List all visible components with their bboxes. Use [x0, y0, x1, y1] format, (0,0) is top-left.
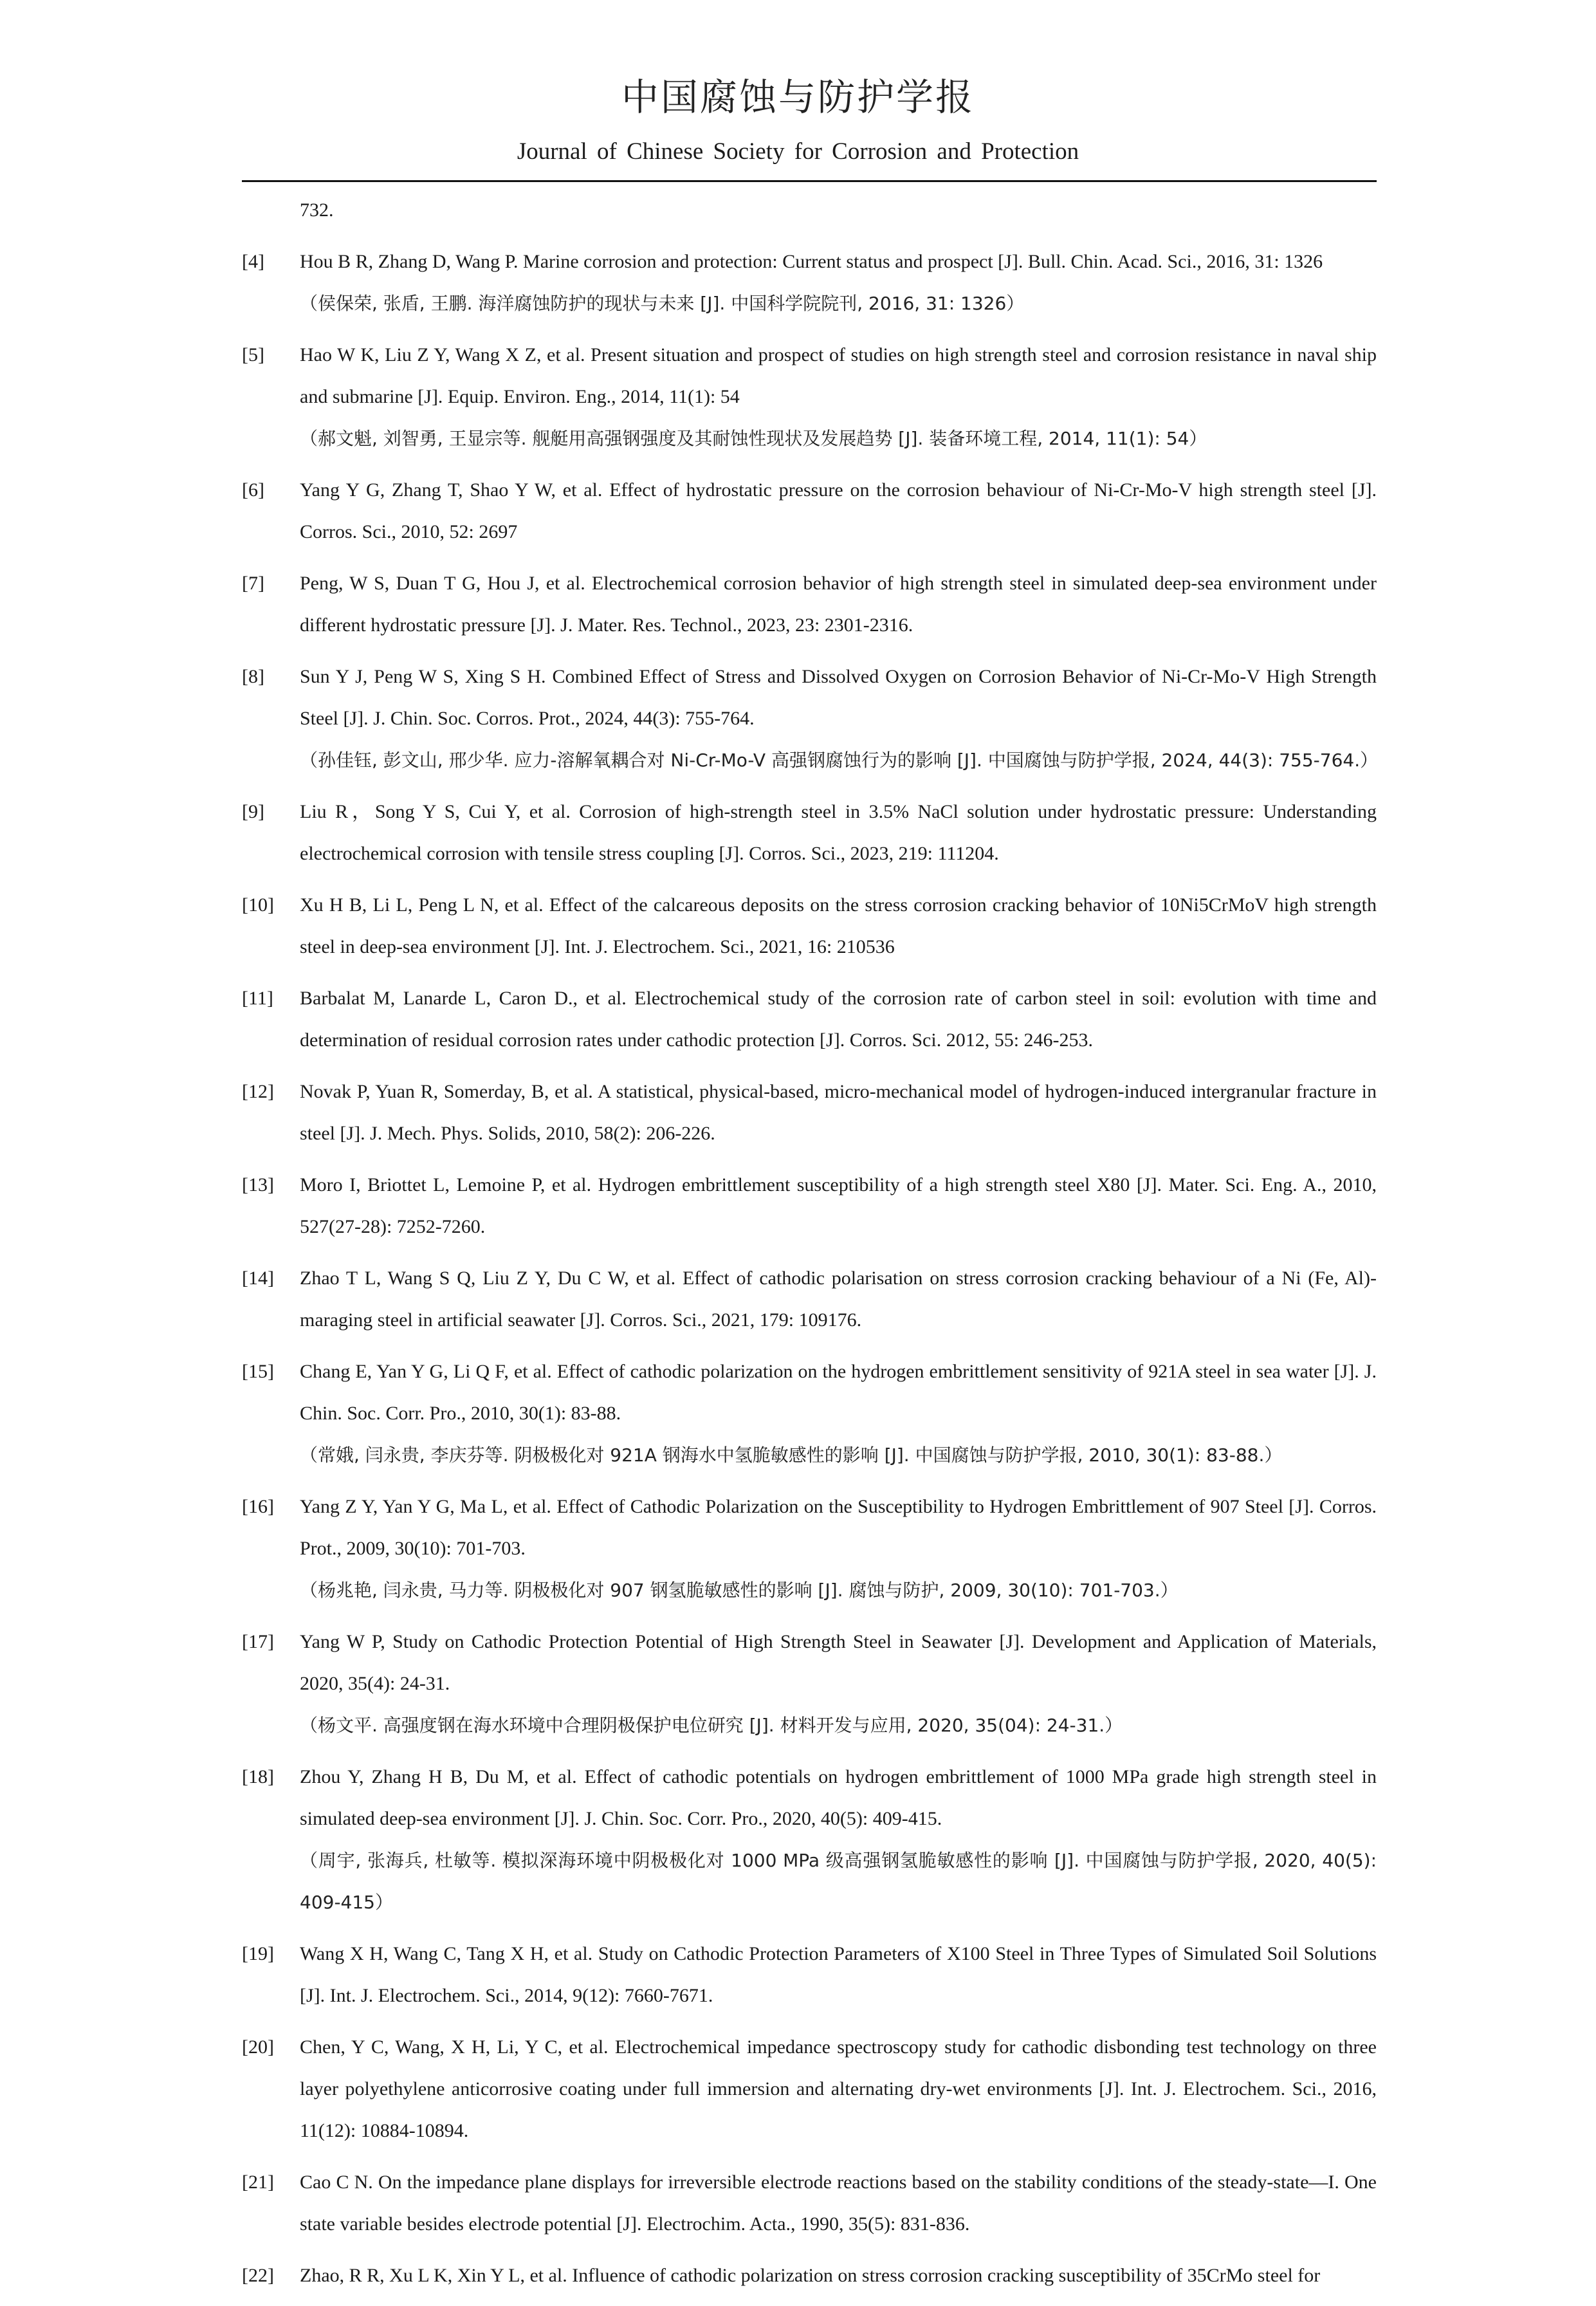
reference-item: [242, 2255, 1377, 2296]
reference-item: [242, 884, 1377, 968]
reference-item: [242, 1933, 1377, 2016]
reference-text: Zhao, R R, Xu L K, Xin Y L, et al. Influence of cathodic polarization on stress corrosion cracking susceptibility of 35CrMo steel for: [300, 2265, 1321, 2286]
reference-text: Wang X H, Wang C, Tang X H, et al. Study on Cathodic Protection Parameters of X100 Steel in Three Types of Simulated Soil Solutions [J]. Int. J. Electrochem. Sci., 2014, 9(12): 7660-7671.: [300, 1943, 1377, 2006]
reference-item: [242, 562, 1377, 646]
reference-item: [242, 1164, 1377, 1248]
reference-item: [242, 2161, 1377, 2245]
reference-list: [242, 189, 1377, 2306]
reference-number: [11]: [242, 988, 273, 1009]
reference-item: [242, 189, 1377, 231]
reference-body: [300, 334, 1377, 459]
reference-body: [300, 241, 1377, 324]
reference-text: Chang E, Yan Y G, Li Q F, et al. Effect of cathodic polarization on the hydrogen embrittlement sensitivity of 921A steel in sea water [J]. J. Chin. Soc. Corr. Pro., 2010, 30(1): 83-88.: [300, 1361, 1377, 1424]
reference-body: [300, 2026, 1377, 2152]
reference-text: Hou B R, Zhang D, Wang P. Marine corrosion and protection: Current status and prospect [J]. Bull. Chin. Acad. Sci., 2016, 31: 1326: [300, 251, 1323, 272]
reference-item: [242, 334, 1377, 459]
reference-number: [20]: [242, 2036, 274, 2058]
reference-text-cn: （郝文魁, 刘智勇, 王显宗等. 舰艇用高强钢强度及其耐蚀性现状及发展趋势 [J]. 装备环境工程, 2014, 11(1): 54）: [300, 428, 1207, 449]
reference-number: [15]: [242, 1361, 274, 1382]
reference-number: [16]: [242, 1496, 274, 1517]
reference-text: Sun Y J, Peng W S, Xing S H. Combined Effect of Stress and Dissolved Oxygen on Corrosion Behavior of Ni-Cr-Mo-V High Strength Steel [J]. J. Chin. Soc. Corros. Prot., 2024, 44(3): 755-764.: [300, 666, 1377, 729]
reference-item: [242, 656, 1377, 781]
reference-number: [19]: [242, 1943, 274, 1964]
reference-body: [300, 1257, 1377, 1341]
reference-text-cn: （侯保荣, 张盾, 王鹏. 海洋腐蚀防护的现状与未来 [J]. 中国科学院院刊, 2016, 31: 1326）: [300, 293, 1025, 314]
header-rule: [242, 180, 1377, 182]
reference-number: [10]: [242, 894, 274, 916]
reference-body: [300, 469, 1377, 553]
reference-number: [7]: [242, 573, 264, 594]
reference-item: [242, 1621, 1377, 1746]
reference-body: [300, 1071, 1377, 1154]
reference-text: 732.: [300, 199, 334, 221]
reference-body: [300, 1933, 1377, 2016]
reference-item: [242, 1756, 1377, 1923]
reference-body: [300, 1621, 1377, 1746]
reference-item: [242, 977, 1377, 1061]
reference-item: [242, 1351, 1377, 1476]
reference-text: Moro I, Briottet L, Lemoine P, et al. Hydrogen embrittlement susceptibility of a high strength steel X80 [J]. Mater. Sci. Eng. A., 2010, 527(27-28): 7252-7260.: [300, 1174, 1377, 1237]
reference-number: [5]: [242, 344, 264, 365]
reference-body: [300, 884, 1377, 968]
reference-text: Barbalat M, Lanarde L, Caron D., et al. Electrochemical study of the corrosion rate of carbon steel in soil: evolution with time and determination of residual corrosion rates under cathodic protection [J]. Corros. Sci. 2012, 55: 246-253.: [300, 988, 1377, 1051]
reference-text-cn: （杨文平. 高强度钢在海水环境中合理阴极保护电位研究 [J]. 材料开发与应用, 2020, 35(04): 24-31.）: [300, 1715, 1123, 1736]
reference-number: [9]: [242, 801, 264, 822]
reference-text-cn: （常娥, 闫永贵, 李庆芬等. 阴极极化对 921A 钢海水中氢脆敏感性的影响 [J]. 中国腐蚀与防护学报, 2010, 30(1): 83-88.）: [300, 1444, 1283, 1466]
reference-body: [300, 1486, 1377, 1611]
reference-body: [300, 562, 1377, 646]
reference-item: [242, 1071, 1377, 1154]
reference-number: [17]: [242, 1631, 274, 1652]
reference-number: [6]: [242, 479, 264, 501]
reference-number: [4]: [242, 251, 264, 272]
reference-text-cn: （周宇, 张海兵, 杜敏等. 模拟深海环境中阴极极化对 1000 MPa 级高强钢氢脆敏感性的影响 [J]. 中国腐蚀与防护学报, 2020, 40(5): 409-415）: [300, 1850, 1377, 1913]
reference-text: Yang Z Y, Yan Y G, Ma L, et al. Effect of Cathodic Polarization on the Susceptibility to Hydrogen Embrittlement of 907 Steel [J]. Corros. Prot., 2009, 30(10): 701-703.: [300, 1496, 1377, 1559]
reference-item: [242, 791, 1377, 874]
reference-item: [242, 1257, 1377, 1341]
reference-body: [300, 1351, 1377, 1476]
journal-title-en: Journal of Chinese Society for Corrosion and Protection: [517, 138, 1079, 165]
reference-number: [8]: [242, 666, 264, 687]
reference-number: [13]: [242, 1174, 274, 1195]
reference-number: [21]: [242, 2172, 274, 2193]
reference-text: Yang Y G, Zhang T, Shao Y W, et al. Effect of hydrostatic pressure on the corrosion behaviour of Ni-Cr-Mo-V high strength steel [J]. Corros. Sci., 2010, 52: 2697: [300, 479, 1377, 542]
reference-body: [300, 2255, 1377, 2296]
reference-number: [18]: [242, 1766, 274, 1787]
reference-text: Chen, Y C, Wang, X H, Li, Y C, et al. Electrochemical impedance spectroscopy study for cathodic disbonding test technology on three layer polyethylene anticorrosive coating under full immersion and alternating dry-wet environments [J]. Int. J. Electrochem. Sci., 2016, 11(12): 10884-10894.: [300, 2036, 1377, 2141]
reference-text: Peng, W S, Duan T G, Hou J, et al. Electrochemical corrosion behavior of high strength steel in simulated deep-sea environment under different hydrostatic pressure [J]. J. Mater. Res. Technol., 2023, 23: 2301-2316.: [300, 573, 1377, 636]
reference-text: Yang W P, Study on Cathodic Protection Potential of High Strength Steel in Seawater [J]. Development and Application of Materials, 2020, 35(4): 24-31.: [300, 1631, 1377, 1694]
reference-text: Cao C N. On the impedance plane displays for irreversible electrode reactions based on the stability conditions of the steady-state—I. One state variable besides electrode potential [J]. Electrochim. Acta., 1990, 35(5): 831-836.: [300, 2172, 1377, 2235]
reference-number: [14]: [242, 1268, 274, 1289]
reference-text: Xu H B, Li L, Peng L N, et al. Effect of the calcareous deposits on the stress corrosion cracking behavior of 10Ni5CrMoV high strength steel in deep-sea environment [J]. Int. J. Electrochem. Sci., 2021, 16: 210536: [300, 894, 1377, 957]
reference-number: [22]: [242, 2265, 274, 2286]
reference-item: [242, 1486, 1377, 1611]
reference-text-cn: （杨兆艳, 闫永贵, 马力等. 阴极极化对 907 钢氢脆敏感性的影响 [J]. 腐蚀与防护, 2009, 30(10): 701-703.）: [300, 1580, 1179, 1601]
reference-text-cn: （孙佳钰, 彭文山, 邢少华. 应力-溶解氧耦合对 Ni-Cr-Mo-V 高强钢腐蚀行为的影响 [J]. 中国腐蚀与防护学报, 2024, 44(3): 755-764.）: [300, 750, 1379, 771]
reference-body: [300, 977, 1377, 1061]
reference-number: [12]: [242, 1081, 274, 1102]
reference-body: [300, 2161, 1377, 2245]
reference-body: [300, 189, 1377, 231]
reference-item: [242, 2026, 1377, 2152]
reference-body: [300, 656, 1377, 781]
reference-text: Novak P, Yuan R, Somerday, B, et al. A statistical, physical-based, micro-mechanical model of hydrogen-induced intergranular fracture in steel [J]. J. Mech. Phys. Solids, 2010, 58(2): 206-226.: [300, 1081, 1377, 1144]
reference-body: [300, 791, 1377, 874]
reference-body: [300, 1756, 1377, 1923]
reference-text: Zhou Y, Zhang H B, Du M, et al. Effect of cathodic potentials on hydrogen embrittlement of 1000 MPa grade high strength steel in simulated deep-sea environment [J]. J. Chin. Soc. Corr. Pro., 2020, 40(5): 409-415.: [300, 1766, 1377, 1829]
reference-item: [242, 469, 1377, 553]
reference-text: Zhao T L, Wang S Q, Liu Z Y, Du C W, et al. Effect of cathodic polarisation on stress corrosion cracking behaviour of a Ni (Fe, Al)-maraging steel in artificial seawater [J]. Corros. Sci., 2021, 179: 109176.: [300, 1268, 1377, 1331]
reference-body: [300, 1164, 1377, 1248]
reference-text: Hao W K, Liu Z Y, Wang X Z, et al. Present situation and prospect of studies on high strength steel and corrosion resistance in naval ship and submarine [J]. Equip. Environ. Eng., 2014, 11(1): 54: [300, 344, 1377, 407]
journal-title-cn: 中国腐蚀与防护学报: [621, 75, 975, 119]
reference-text: Liu R，Song Y S, Cui Y, et al. Corrosion of high-strength steel in 3.5% NaCl solution under hydrostatic pressure: Understanding electrochemical corrosion with tensile stress coupling [J]. Corros. Sci., 2023, 219: 111204.: [300, 801, 1377, 864]
reference-item: [242, 241, 1377, 324]
